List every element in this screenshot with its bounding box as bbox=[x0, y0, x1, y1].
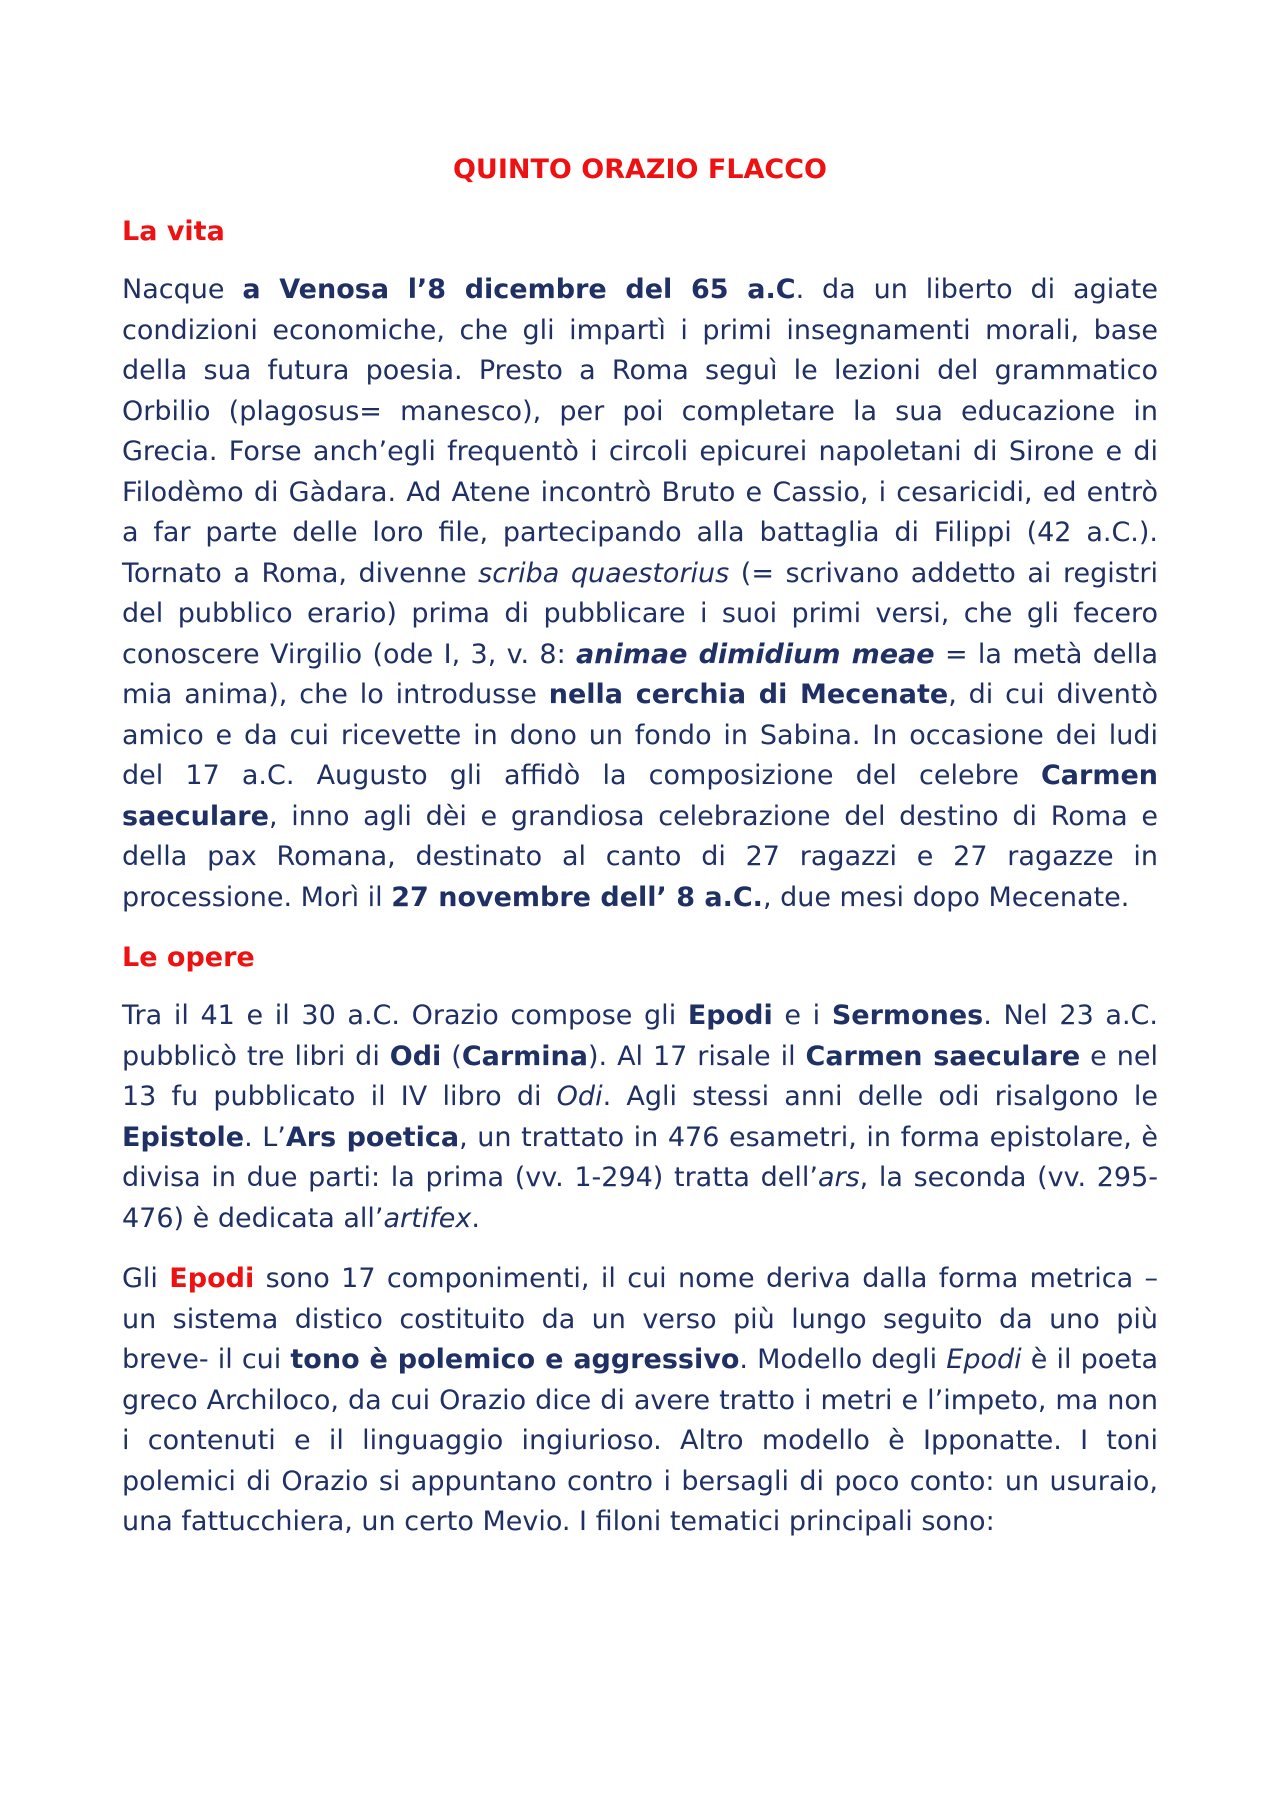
bold-phrase: Ars poetica bbox=[285, 1121, 460, 1153]
text-run: ( bbox=[441, 1040, 462, 1072]
text-run: , un trattato in 476 esametri, in forma epistolare, è divisa in due parti: la prima (vv. 1-294) tratta dell’ bbox=[122, 1121, 1158, 1193]
text-run: Nacque bbox=[122, 274, 243, 305]
highlighted-term: Epodi bbox=[169, 1263, 255, 1294]
italic-phrase: Epodi bbox=[946, 1344, 1022, 1375]
text-run: , due mesi dopo Mecenate. bbox=[762, 881, 1130, 913]
italic-phrase: artifex bbox=[383, 1202, 472, 1234]
text-run: Tra il 41 e il 30 a.C. Orazio compose gli bbox=[122, 1000, 688, 1031]
body-paragraph bbox=[122, 270, 1158, 918]
bold-phrase: Carmina bbox=[461, 1040, 588, 1072]
text-run: Gli bbox=[122, 1263, 170, 1294]
section-heading: La vita bbox=[122, 216, 225, 247]
bold-phrase: Carmen saeculare bbox=[805, 1040, 1081, 1072]
text-run: , la seconda (vv. 295-476) è dedicata all’ bbox=[122, 1162, 1158, 1234]
bold-phrase: Epodi bbox=[687, 1000, 773, 1031]
bold-phrase: nella cerchia di Mecenate bbox=[548, 679, 949, 710]
text-run: . Agli stessi anni delle odi risalgono le bbox=[602, 1081, 1158, 1112]
text-run: = la metà della mia anima), che lo introdusse bbox=[122, 638, 1159, 710]
body-paragraph bbox=[122, 996, 1158, 1239]
italic-phrase: Odi bbox=[556, 1081, 603, 1112]
bold-phrase: Odi bbox=[389, 1040, 442, 1072]
body-paragraph bbox=[122, 1259, 1158, 1543]
text-run: . L’ bbox=[244, 1121, 286, 1153]
text-run: . bbox=[471, 1202, 480, 1234]
text-run: sono 17 componimenti, il cui nome deriva dalla forma metrica – un sistema distico costituito da un verso più lungo seguito da uno più breve- il cui bbox=[122, 1263, 1158, 1375]
text-run: . Modello degli bbox=[739, 1344, 947, 1375]
text-run: (= scrivano addetto ai registri del pubblico erario) prima di pubblicare i suoi primi versi, che gli fecero conoscere Virgilio (ode I, 3, v. 8: bbox=[122, 557, 1158, 670]
italic-phrase: ars bbox=[817, 1162, 860, 1193]
text-run: è il poeta greco Archiloco, da cui Orazio dice di avere tratto i metri e l’impeto, ma non i contenuti e il linguaggio ingiurioso. Altro modello è Ipponatte. I toni polemici di Orazio si appuntano contro i bersagli di poco conto: un usuraio, una fattucchiera, un certo Mevio. I filoni tematici principali sono: bbox=[122, 1344, 1159, 1537]
bold-phrase: Epistole bbox=[122, 1121, 245, 1153]
italic-phrase: scriba quaestorius bbox=[478, 557, 730, 589]
section-heading: Le opere bbox=[122, 942, 255, 973]
bold-phrase: tono è polemico e aggressivo bbox=[290, 1344, 740, 1375]
document-title: QUINTO ORAZIO FLACCO bbox=[452, 154, 828, 185]
text-run: . da un liberto di agiate condizioni economiche, che gli impartì i primi insegnamenti morali, base della sua futura poesia. Presto a Roma seguì le lezioni del grammatico Orbilio (plagosus= manesco), per poi completare la sua educazione in Grecia. Forse anch’egli frequentò i circoli epicurei napoletani di Sirone e di Filodèmo di Gàdara. Ad Atene incontrò Bruto e Cassio, i cesaricidi, ed entrò a far parte delle loro file, partecipando alla battaglia di Filippi (42 a.C.). Tornato a Roma, divenne bbox=[122, 274, 1158, 589]
bold-phrase: Sermones bbox=[831, 1000, 984, 1031]
text-run: e nel 13 fu pubblicato il IV libro di bbox=[122, 1040, 1158, 1112]
bold-phrase: a Venosa l’8 dicembre del 65 a.C bbox=[242, 274, 796, 305]
text-run: e i bbox=[772, 1000, 832, 1031]
document-body bbox=[122, 150, 1158, 1543]
bold-phrase: 27 novembre dell’ 8 a.C. bbox=[391, 881, 763, 913]
text-run: ). Al 17 risale il bbox=[588, 1040, 806, 1072]
bold-phrase: Carmen saeculare bbox=[122, 760, 1158, 832]
document-sections bbox=[122, 212, 1158, 1543]
text-run: , inno agli dèi e grandiosa celebrazione del destino di Roma e della pax Romana, destinato al canto di 27 ragazzi e 27 ragazze in processione. Morì il bbox=[122, 800, 1158, 913]
text-run: , di cui diventò amico e da cui ricevette in dono un fondo in Sabina. In occasione dei ludi del 17 a.C. Augusto gli affidò la composizione del celebre bbox=[122, 679, 1158, 791]
text-run: . Nel 23 a.C. pubblicò tre libri di bbox=[122, 1000, 1158, 1072]
bold-phrase: animae dimidium meae bbox=[576, 638, 935, 670]
